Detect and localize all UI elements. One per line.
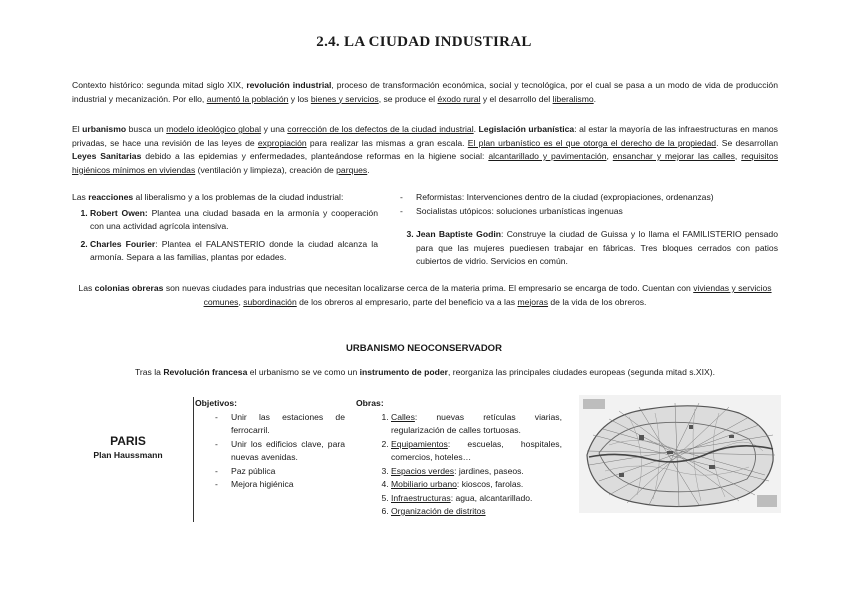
urbanism-paragraph	[72, 123, 778, 177]
urbanism-underline: alcantarillado y pavimentación	[488, 151, 607, 161]
urbanism-underline: ensanchar y mejorar las calles	[612, 151, 735, 161]
reaction-name: Jean Baptiste Godin	[416, 229, 501, 239]
reaction-type-item: - Reformistas: Intervenciones dentro de la ciudad (expropiaciones, ordenanzas)	[398, 191, 778, 205]
urbanism-text: (ventilación y limpieza), creación de	[195, 164, 337, 175]
neo-text: , reorganiza las principales ciudades europeas (segunda mitad s.XIX).	[447, 367, 716, 377]
colonies-paragraph	[72, 282, 778, 309]
neo-bold: instrumento de poder	[359, 367, 448, 377]
urbanism-text: . Se desarrollan	[716, 137, 778, 148]
objective-item: - Unir los edificios clave, para nuevas avenidas.	[203, 438, 345, 465]
colonies-text: Las	[78, 283, 95, 293]
urbanism-bold: Leyes Sanitarias	[72, 151, 142, 161]
reaction-name: Charles Fourier	[90, 238, 156, 249]
work-name: Calles	[391, 411, 415, 422]
reaction-text: Plantea una ciudad basada en la armonía y cooperación con una actividad agrícola intensiva.	[90, 207, 378, 231]
work-name: Infraestructuras	[391, 492, 451, 503]
work-name: Espacios verdes	[391, 465, 455, 476]
urbanism-text: El	[72, 124, 83, 134]
reactions-list	[72, 207, 378, 265]
urbanism-bold: urbanismo	[82, 124, 127, 134]
objectives-list	[203, 411, 345, 492]
work-name: Mobiliario urbano	[391, 479, 457, 489]
context-text: , se produce el	[378, 93, 438, 104]
reaction-item-owen	[90, 207, 378, 234]
works-block	[356, 397, 562, 519]
paris-city: PARIS	[110, 434, 146, 448]
reaction-name: Robert Owen:	[90, 207, 148, 218]
urbanism-underline: parques	[336, 164, 368, 175]
urbanism-underline: requisitos higiénicos mínimos en viviendas	[72, 151, 778, 175]
urbanism-text: debido a las epidemias y enfermedades, planteándose reformas en la higiene social:	[141, 151, 489, 161]
work-item	[391, 465, 562, 479]
urbanism-text: y una	[261, 124, 288, 134]
reaction-text: : Construye la ciudad de Guissa y lo llama el FAMILISTERIO pensado para que las mujeres puediesen trabajar en fábricas. Tres bloques cerrados con patios cubiertos de vidrio. Servicios en común.	[416, 229, 778, 266]
reactions-right-column	[398, 191, 778, 269]
objective-item: - Mejora higiénica	[203, 478, 345, 492]
urbanism-underline: El plan urbanístico es el que otorga el derecho de la propiedad	[467, 137, 717, 148]
paris-map-image	[579, 395, 781, 513]
work-text: : jardines, paseos.	[454, 465, 524, 476]
urbanism-bold: Legislación urbanística	[478, 124, 575, 134]
urbanism-text: .	[473, 124, 479, 134]
context-text: y los	[288, 93, 311, 104]
reactions-list-continued	[398, 228, 778, 269]
works-title: Obras:	[356, 398, 384, 408]
paris-plan: Plan Haussmann	[93, 450, 163, 460]
reaction-text: : Plantea el FALANSTERIO donde la ciudad alcanza la armonía. Separa a las familias, plantas por edades.	[90, 238, 378, 262]
context-text: Contexto histórico: segunda mitad siglo XIX,	[72, 80, 247, 90]
works-list	[356, 411, 562, 519]
context-underline: éxodo rural	[437, 93, 481, 104]
colonies-text: de la vida de los obreros.	[548, 296, 647, 307]
work-text: : kioscos, farolas.	[456, 479, 524, 489]
neo-text: Tras la	[134, 367, 164, 377]
paris-label	[72, 433, 184, 463]
context-text: .	[593, 93, 597, 104]
reactions-intro	[72, 191, 378, 205]
objectives-title: Objetivos:	[195, 398, 238, 408]
colonies-underline: mejoras	[517, 296, 549, 307]
work-text: : nuevas retículas viarias, regularización de calles tortuosas.	[391, 411, 562, 435]
work-text: : agua, alcantarillado.	[450, 492, 533, 503]
neo-paragraph	[72, 366, 778, 380]
context-text: y el desarrollo del	[480, 93, 553, 104]
context-underline: bienes y servicios	[310, 93, 379, 104]
urbanism-text: ,	[606, 151, 613, 161]
colonies-text: de los obreros al empresario, parte del beneficio va a las	[296, 296, 518, 307]
colonies-underline: viviendas y servicios comunes	[203, 283, 772, 307]
colonies-bold: colonias obreras	[94, 283, 164, 293]
objectives-block	[193, 397, 345, 522]
objective-item: - Unir las estaciones de ferrocarril.	[203, 411, 345, 438]
work-name: Equipamientos	[391, 438, 448, 449]
urbanism-underline: corrección de los defectos de la ciudad industrial	[287, 124, 474, 134]
context-underline: liberalismo	[552, 93, 594, 104]
context-paragraph	[72, 79, 778, 106]
section-title: URBANISMO NEOCONSERVADOR	[346, 343, 502, 354]
urbanism-text: para realizar las mismas a gran escala.	[306, 137, 468, 148]
context-bold: revolución industrial	[246, 80, 332, 90]
reactions-text: Las	[72, 192, 89, 202]
objective-item: - Paz pública	[203, 465, 345, 479]
work-item	[391, 411, 562, 438]
urbanism-underline: expropiación	[257, 137, 307, 148]
urbanism-text: ,	[734, 151, 742, 161]
work-item	[391, 438, 562, 465]
page-title: 2.4. LA CIUDAD INDUSTIRAL	[316, 34, 532, 50]
reactions-bold: reacciones	[88, 192, 134, 202]
colonies-underline: subordinación	[243, 296, 297, 307]
urbanism-text: : al estar la mayoría de las infraestructuras en manos privadas, se hace una revisión de las leyes de	[72, 124, 778, 148]
reactions-left-column	[72, 191, 378, 265]
urbanism-text: .	[367, 164, 370, 175]
work-name: Organización de distritos	[391, 506, 486, 516]
urbanism-text: busca un	[126, 124, 167, 134]
reaction-item-godin	[416, 228, 778, 269]
reaction-item-fourier	[90, 238, 378, 265]
colonies-text: ,	[238, 296, 244, 307]
colonies-text: son nuevas ciudades para industrias que necesitan localizarse cerca de la materia prima. El empresario se encarga de todo. Cuentan con	[163, 283, 694, 293]
reaction-types-list	[398, 191, 778, 218]
urbanism-underline: modelo ideológico global	[166, 124, 262, 134]
reactions-text: al liberalismo y a los problemas de la ciudad industrial:	[133, 192, 344, 202]
work-item	[391, 492, 562, 506]
work-item	[391, 505, 562, 519]
neo-text: el urbanismo se ve como un	[247, 367, 360, 377]
context-text: , proceso de transformación económica, social y tecnológica, por el cual se pasa a un modo de vida de producción industrial y mecanización. Por ello,	[72, 80, 778, 104]
work-item	[391, 478, 562, 492]
neo-bold: Revolución francesa	[163, 367, 248, 377]
reaction-type-item: - Socialistas utópicos: soluciones urbanísticas ingenuas	[398, 205, 778, 219]
work-text: : escuelas, hospitales, comercios, hoteles…	[391, 438, 562, 462]
context-underline: aumentó la población	[206, 93, 289, 104]
